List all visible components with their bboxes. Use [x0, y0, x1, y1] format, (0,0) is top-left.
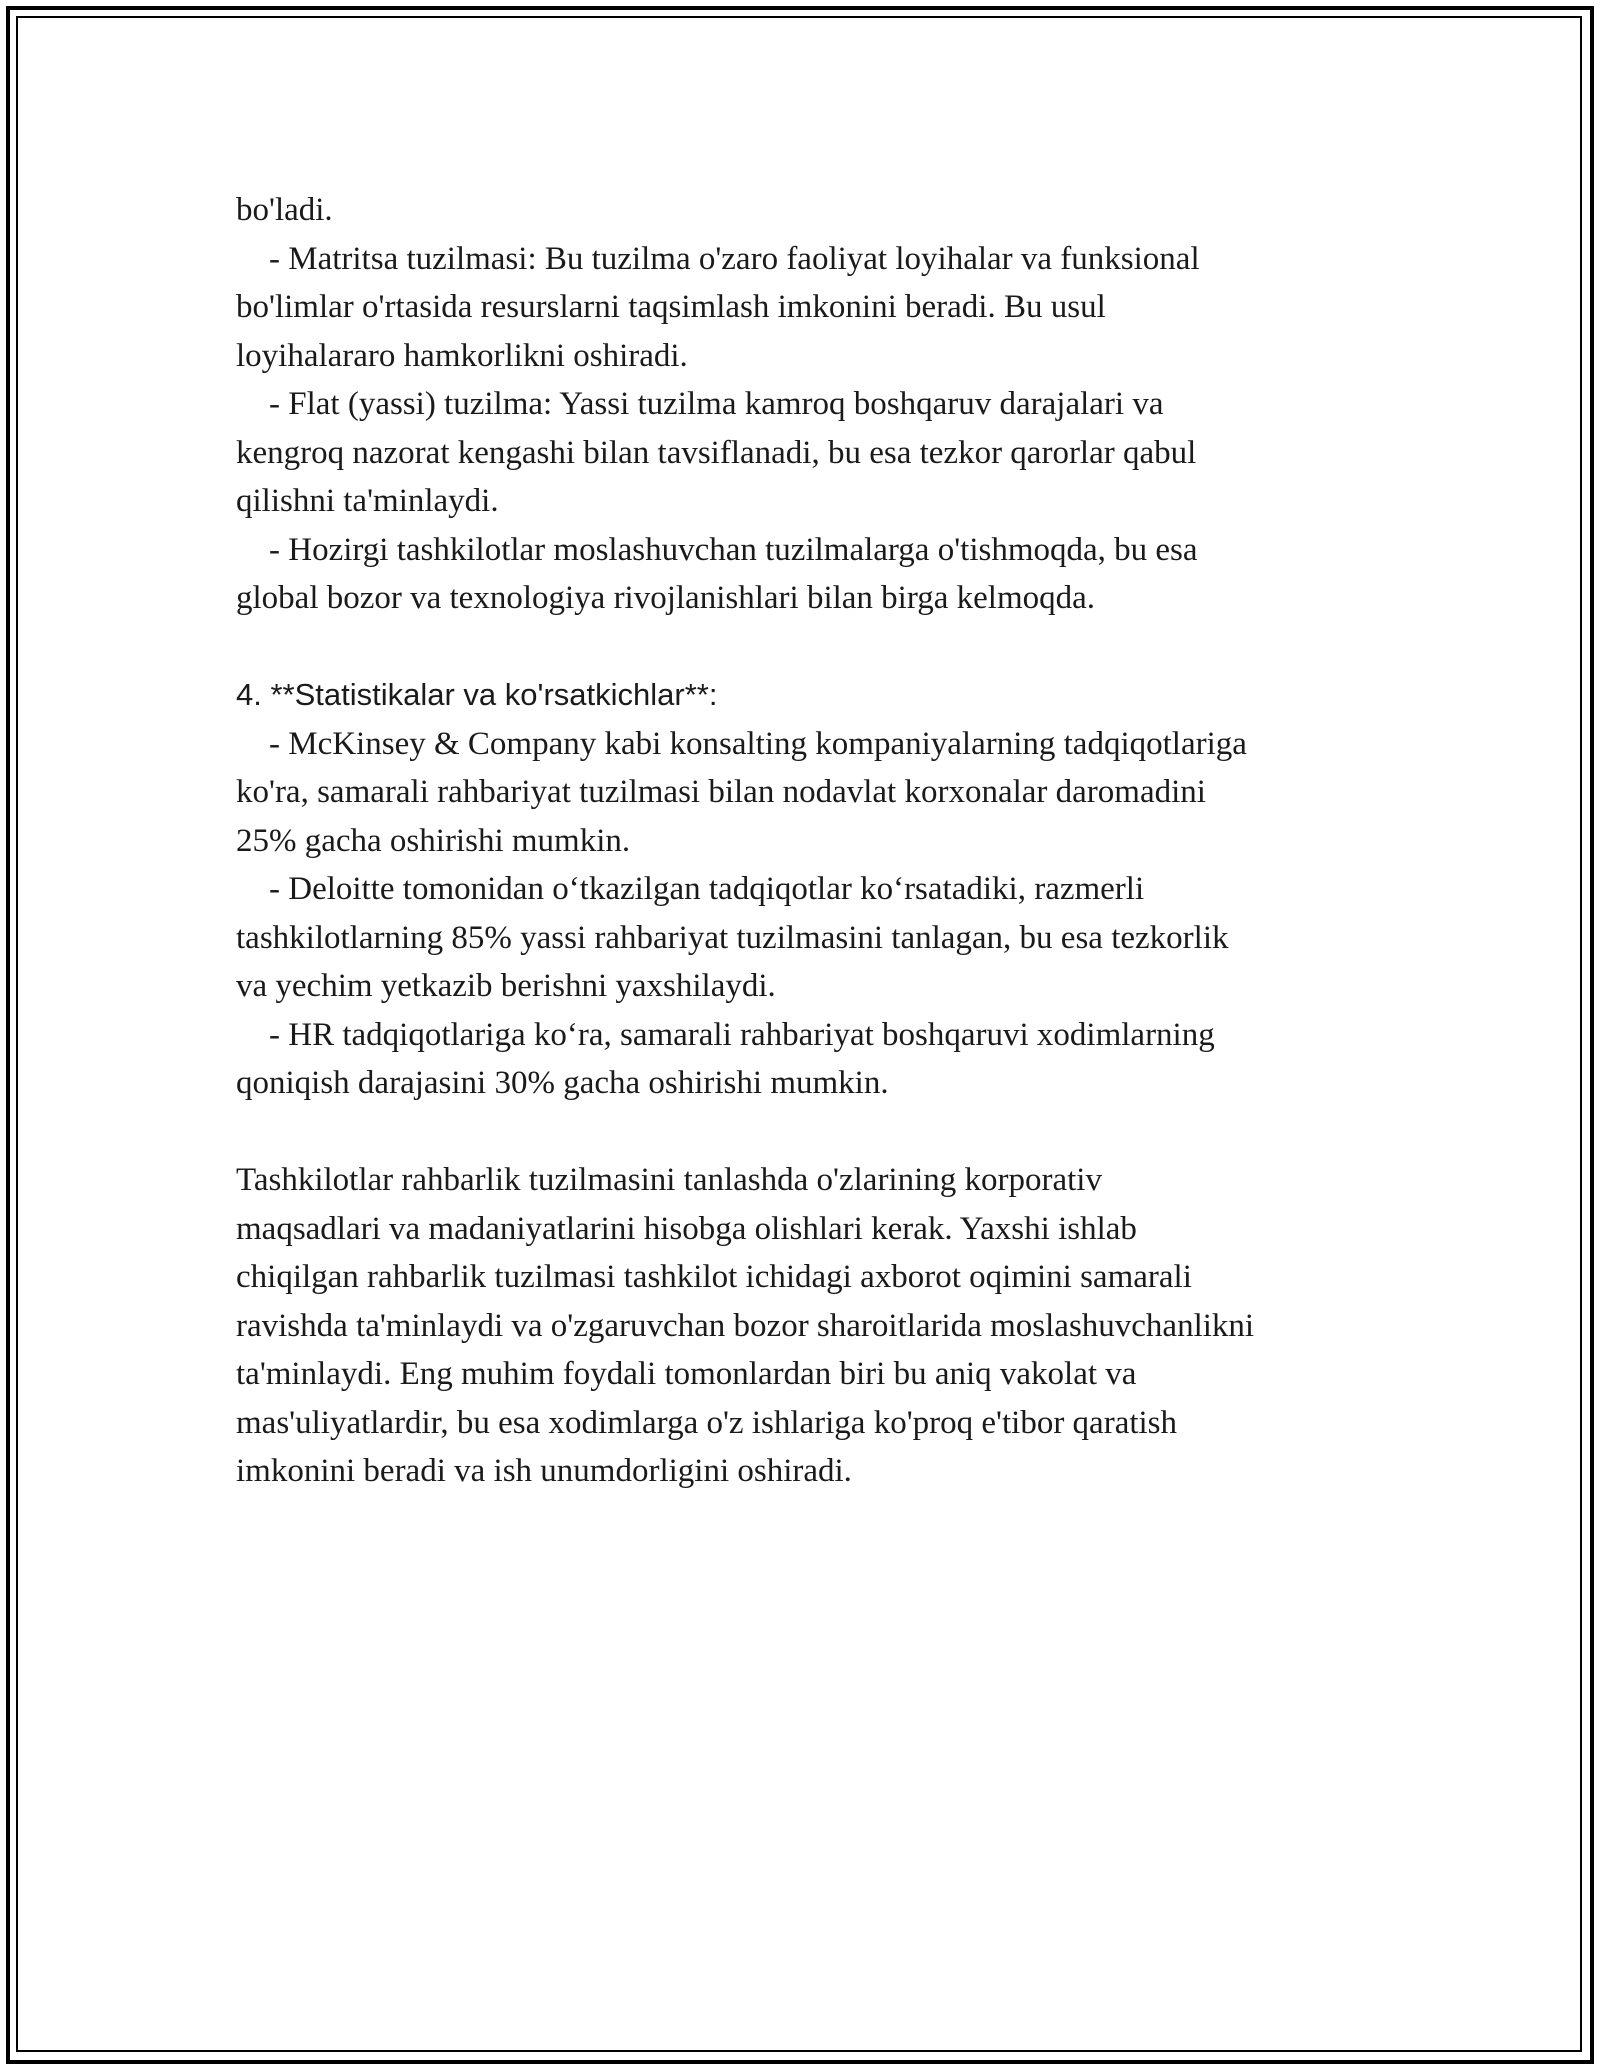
paragraph-gap	[236, 1108, 1386, 1157]
text-line: kengroq nazorat kengashi bilan tavsiflanadi, bu esa tezkor qarorlar qabul	[236, 434, 1197, 471]
text-line: loyihalararo hamkorlikni oshiradi.	[236, 337, 688, 374]
text-line: qilishni ta'minlaydi.	[236, 483, 499, 519]
text-line: - McKinsey & Company kabi konsalting kompaniyalarning tadqiqotlariga	[236, 725, 1247, 762]
text-line: bo'limlar o'rtasida resurslarni taqsimlash imkonini beradi. Bu usul	[236, 289, 1106, 325]
text-line: - Matritsa tuzilmasi: Bu tuzilma o'zaro faoliyat loyihalar va funksional	[236, 240, 1200, 277]
text-line: - HR tadqiqotlariga ko‘ra, samarali rahbariyat boshqaruvi xodimlarning	[236, 1016, 1215, 1053]
document-body	[236, 186, 1386, 1496]
text-line: bo'ladi.	[236, 192, 333, 228]
text-line: tashkilotlarning 85% yassi rahbariyat tuzilmasini tanlagan, bu esa tezkorlik	[236, 919, 1229, 956]
text-line: - Hozirgi tashkilotlar moslashuvchan tuzilmalarga o'tishmoqda, bu esa	[236, 531, 1198, 568]
text-line: mas'uliyatlardir, bu esa xodimlarga o'z ishlariga ko'proq e'tibor qaratish	[236, 1404, 1178, 1441]
text-line: ta'minlaydi. Eng muhim foydali tomonlardan biri bu aniq vakolat va	[236, 1356, 1137, 1392]
section-heading: 4. **Statistikalar va ko'rsatkichlar**:	[236, 677, 718, 712]
text-line: 25% gacha oshirishi mumkin.	[236, 822, 631, 859]
text-line: Tashkilotlar rahbarlik tuzilmasini tanlashda o'zlarining korporativ	[236, 1162, 1102, 1198]
text-line: chiqilgan rahbarlik tuzilmasi tashkilot ichidagi axborot oqimini samarali	[236, 1259, 1192, 1295]
text-line: maqsadlari va madaniyatlarini hisobga olishlari kerak. Yaxshi ishlab	[236, 1210, 1137, 1247]
text-line: qoniqish darajasini 30% gacha oshirishi mumkin.	[236, 1065, 889, 1101]
text-line: - Deloitte tomonidan o‘tkazilgan tadqiqotlar ko‘rsatadiki, razmerli	[236, 871, 1145, 907]
paragraph-gap	[236, 623, 1386, 672]
text-line: global bozor va texnologiya rivojlanishlari bilan birga kelmoqda.	[236, 580, 1096, 616]
text-line: imkonini beradi va ish unumdorligini oshiradi.	[236, 1453, 852, 1489]
text-line: - Flat (yassi) tuzilma: Yassi tuzilma kamroq boshqaruv darajalari va	[236, 386, 1164, 422]
text-line: ravishda ta'minlaydi va o'zgaruvchan bozor sharoitlarida moslashuvchanlikni	[236, 1307, 1255, 1344]
text-line: va yechim yetkazib berishni yaxshilaydi.	[236, 968, 776, 1004]
text-line: ko'ra, samarali rahbariyat tuzilmasi bilan nodavlat korxonalar daromadini	[236, 774, 1206, 810]
